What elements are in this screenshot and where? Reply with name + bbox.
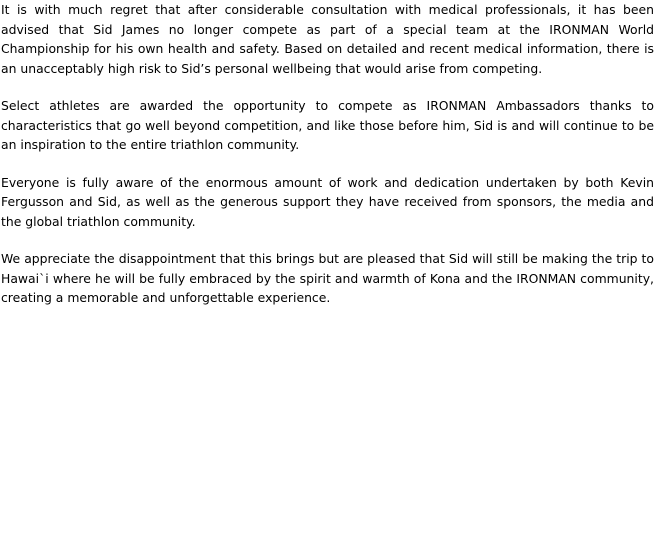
- paragraph: Select athletes are awarded the opportunity to compete as IRONMAN Ambassadors thanks to characteristics that go well beyond competition, and like those before him, Sid is and will continue to be an inspiration to the entire triathlon community.: [1, 98, 654, 152]
- paragraph: Everyone is fully aware of the enormous amount of work and dedication undertaken by both Kevin Fergusson and Sid, as well as the generous support they have received from sponsors, the media and the global triathlon community.: [1, 174, 654, 229]
- document-body: [1, 0, 654, 326]
- paragraph: We appreciate the disappointment that this brings but are pleased that Sid will still be making the trip to Hawai`i where he will be fully embraced by the spirit and warmth of Kona and the IRONMAN community, creating a memorable and unforgettable experience.: [1, 251, 654, 305]
- paragraph: It is with much regret that after considerable consultation with medical professionals, it has been advised that Sid James no longer compete as part of a special team at the IRONMAN World Championship for his own health and safety. Based on detailed and recent medical information, there is an unacceptably high risk to Sid’s personal wellbeing that would arise from competing.: [1, 2, 654, 76]
